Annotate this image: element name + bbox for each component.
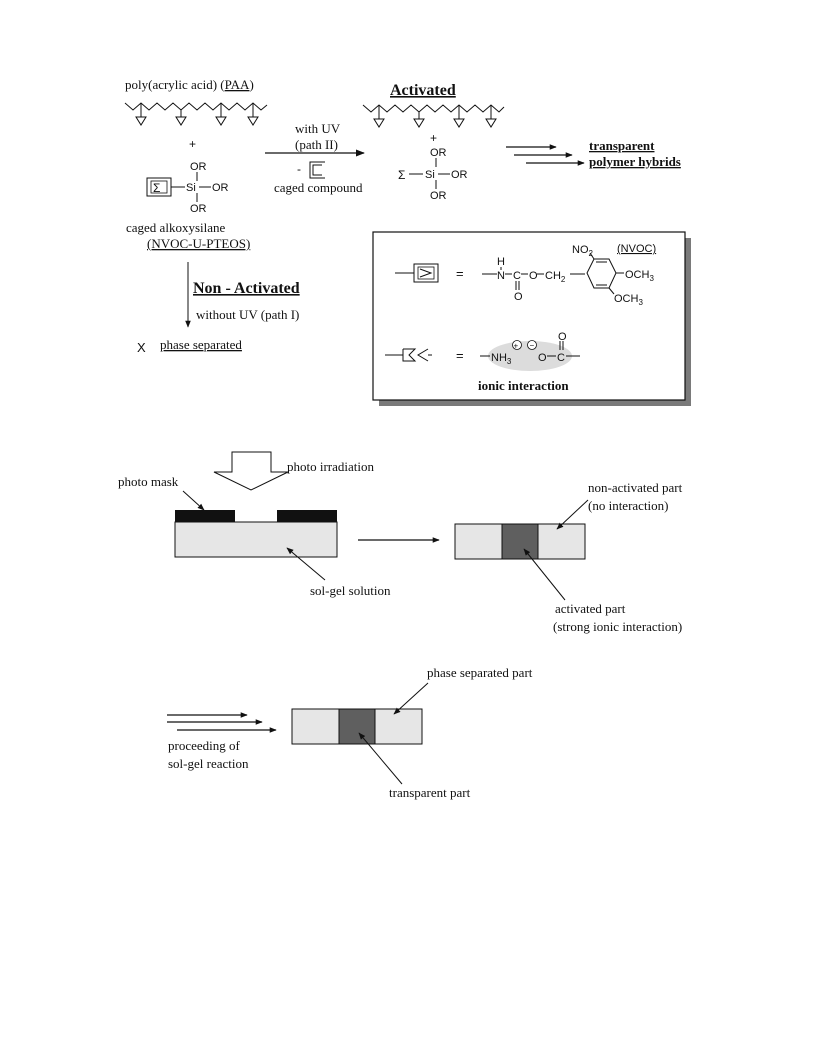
svg-text:O: O bbox=[529, 270, 538, 282]
photo-mask-right bbox=[277, 510, 337, 522]
caged-alkoxysilane-label: caged alkoxysilane bbox=[126, 220, 226, 235]
photo-irradiation-label: photo irradiation bbox=[287, 459, 375, 474]
no-interaction-label: (no interaction) bbox=[588, 498, 669, 513]
transparent-hybrids-label: transparent bbox=[589, 138, 655, 153]
result-transparent-part bbox=[339, 709, 375, 744]
result-left-part bbox=[292, 709, 339, 744]
sol-gel-substrate bbox=[175, 522, 337, 557]
carboxyl-marker-icon bbox=[216, 117, 226, 125]
carboxyl-marker-icon bbox=[486, 119, 496, 127]
equals-sign: = bbox=[456, 266, 464, 281]
photo-mask-left bbox=[175, 510, 235, 522]
svg-text:CH2: $CH_2$ bbox=[545, 270, 566, 284]
film-left-part bbox=[455, 524, 502, 559]
svg-text:OR: OR bbox=[430, 147, 447, 159]
nvoc-tag: (NVOC) bbox=[617, 243, 657, 255]
proceeding-label: proceeding of bbox=[168, 738, 240, 753]
sol-gel-reaction-label: sol-gel reaction bbox=[168, 756, 249, 771]
carboxyl-marker-icon bbox=[176, 117, 186, 125]
carboxyl-marker-icon bbox=[248, 117, 258, 125]
paa-label: poly(acrylic acid) (PAA) bbox=[125, 77, 254, 92]
legend-box bbox=[373, 232, 685, 400]
photo-mask-label: photo mask bbox=[118, 474, 179, 489]
svg-text:N: N bbox=[497, 270, 505, 282]
svg-text:C: C bbox=[557, 352, 565, 364]
svg-text:OR: OR bbox=[451, 169, 468, 181]
activated-polymer-chain bbox=[363, 105, 504, 119]
strong-ionic-label: (strong ionic interaction) bbox=[553, 619, 683, 634]
svg-text:Si: Si bbox=[186, 182, 196, 194]
plus-sign: + bbox=[189, 137, 197, 151]
activated-part-label: activated part bbox=[555, 601, 626, 616]
plus-sign: + bbox=[430, 131, 438, 145]
svg-text:O: O bbox=[538, 352, 547, 364]
carboxyl-marker-icon bbox=[414, 119, 424, 127]
carboxyl-marker-icon bbox=[374, 119, 384, 127]
ionic-interaction-label: ionic interaction bbox=[478, 378, 569, 393]
film-activated-part bbox=[502, 524, 538, 559]
photo-mask-pointer bbox=[183, 491, 204, 510]
svg-text:NO2: $NO_2$ bbox=[572, 244, 593, 258]
non-activated-title: Non - Activated bbox=[193, 280, 300, 297]
svg-text:OR: OR bbox=[190, 203, 207, 215]
carboxyl-marker-icon bbox=[454, 119, 464, 127]
result-right-part bbox=[375, 709, 422, 744]
path-ii-label: (path II) bbox=[295, 137, 338, 152]
carboxyl-marker-icon bbox=[136, 117, 146, 125]
svg-text:OR: OR bbox=[430, 190, 447, 202]
svg-text:Si: Si bbox=[425, 169, 435, 181]
caged-compound-label: caged compound bbox=[274, 180, 363, 195]
non-activated-part-label: non-activated part bbox=[588, 480, 683, 495]
svg-text:O: O bbox=[514, 291, 523, 303]
phase-separated-label: phase separated bbox=[160, 337, 242, 352]
minus-sign: - bbox=[297, 162, 301, 176]
activated-silane-structure bbox=[398, 147, 468, 202]
phase-separated-part-label: phase separated part bbox=[427, 665, 533, 680]
transparent-part-label: transparent part bbox=[389, 785, 471, 800]
film-right-part bbox=[538, 524, 585, 559]
without-uv-label: without UV (path I) bbox=[196, 307, 300, 322]
polymer-hybrids-label: polymer hybrids bbox=[589, 154, 681, 169]
svg-text:OCH3: $OCH_3$ bbox=[614, 293, 643, 307]
cage-sigma-icon: Σ bbox=[153, 181, 161, 195]
svg-text:OR: OR bbox=[190, 161, 207, 173]
sigma-icon: Σ bbox=[398, 168, 406, 182]
paa-abbrev: PAA bbox=[224, 77, 250, 92]
svg-text:OR: OR bbox=[212, 182, 229, 194]
svg-text:C: C bbox=[513, 270, 521, 282]
sol-gel-solution-label: sol-gel solution bbox=[310, 583, 391, 598]
activated-title: Activated bbox=[390, 82, 456, 99]
svg-text:OCH3: $OCH_3$ bbox=[625, 269, 654, 283]
with-uv-label: with UV bbox=[295, 121, 341, 136]
svg-text:−: − bbox=[529, 341, 535, 350]
paa-polymer-chain bbox=[125, 103, 267, 117]
svg-text:+: + bbox=[513, 341, 519, 351]
equals-sign: = bbox=[456, 348, 464, 363]
svg-text:H: H bbox=[497, 256, 505, 268]
cross-mark: X bbox=[137, 340, 146, 355]
caged-alkoxysilane-structure bbox=[147, 161, 229, 215]
nvoc-u-pteos-label: (NVOC-U-PTEOS) bbox=[147, 236, 251, 251]
irradiation-arrow-icon bbox=[214, 452, 288, 490]
sol-gel-progress-arrows-icon bbox=[167, 715, 276, 730]
caged-compound-icon bbox=[310, 162, 325, 178]
triple-arrows-icon bbox=[506, 147, 584, 163]
svg-text:O: O bbox=[558, 331, 567, 343]
svg-text:NH3: $NH_3$ bbox=[491, 352, 512, 366]
